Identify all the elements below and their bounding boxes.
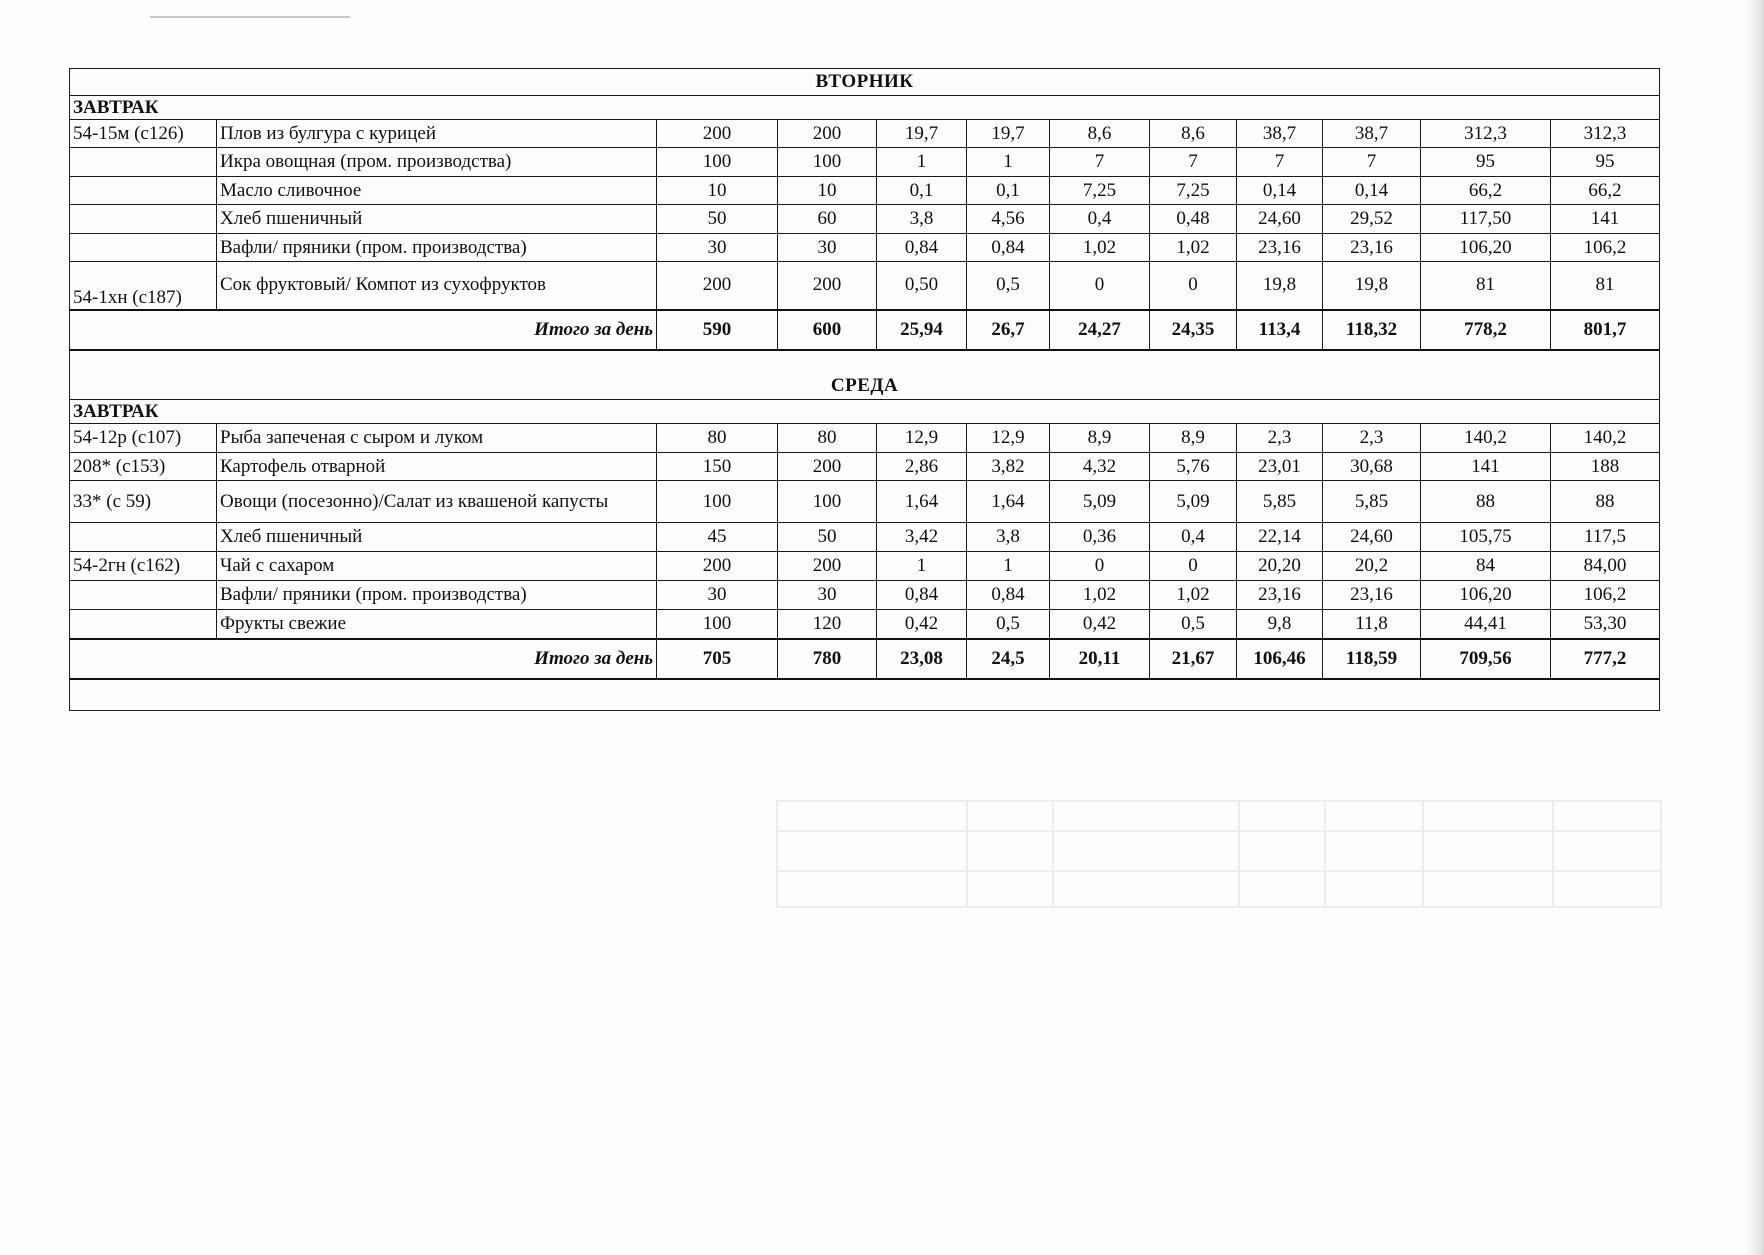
nutrition-value: 50 xyxy=(778,523,877,552)
recipe-code: 54-2гн (с162) xyxy=(70,552,217,581)
nutrition-value: 0,5 xyxy=(967,262,1050,310)
recipe-code: 54-15м (с126) xyxy=(70,120,217,148)
nutrition-value: 1 xyxy=(877,148,967,177)
nutrition-value: 30 xyxy=(657,581,778,610)
nutrition-value: 7 xyxy=(1150,148,1237,177)
dish-name: Вафли/ пряники (пром. производства) xyxy=(217,234,657,262)
total-value: 24,27 xyxy=(1050,310,1150,350)
nutrition-value: 60 xyxy=(778,205,877,234)
table-row xyxy=(70,523,1660,552)
nutrition-value: 2,86 xyxy=(877,453,967,481)
nutrition-value: 1,02 xyxy=(1150,581,1237,610)
nutrition-value: 30 xyxy=(778,581,877,610)
nutrition-value: 19,7 xyxy=(877,120,967,148)
nutrition-value: 106,20 xyxy=(1421,234,1551,262)
nutrition-value: 2,3 xyxy=(1323,424,1421,453)
table-row xyxy=(70,262,1660,310)
dish-name: Икра овощная (пром. производства) xyxy=(217,148,657,177)
meal-title: ЗАВТРАК xyxy=(70,400,1660,424)
total-value: 118,32 xyxy=(1323,310,1421,350)
table-row xyxy=(70,148,1660,177)
nutrition-value: 0,42 xyxy=(1050,610,1150,639)
nutrition-value: 84 xyxy=(1421,552,1551,581)
nutrition-value: 1 xyxy=(967,552,1050,581)
nutrition-value: 200 xyxy=(657,552,778,581)
nutrition-value: 19,7 xyxy=(967,120,1050,148)
nutrition-value: 3,8 xyxy=(877,205,967,234)
nutrition-value: 7 xyxy=(1237,148,1323,177)
table-row xyxy=(70,120,1660,148)
nutrition-value: 105,75 xyxy=(1421,523,1551,552)
nutrition-value: 0,84 xyxy=(967,234,1050,262)
nutrition-value: 0 xyxy=(1150,552,1237,581)
nutrition-value: 200 xyxy=(657,120,778,148)
nutrition-value: 23,16 xyxy=(1237,581,1323,610)
nutrition-value: 0,4 xyxy=(1050,205,1150,234)
table-row xyxy=(70,424,1660,453)
nutrition-value: 100 xyxy=(657,481,778,523)
nutrition-value: 3,8 xyxy=(967,523,1050,552)
nutrition-value: 8,9 xyxy=(1050,424,1150,453)
table-row xyxy=(70,481,1660,523)
recipe-code: 54-12р (с107) xyxy=(70,424,217,453)
nutrition-value: 0,48 xyxy=(1150,205,1237,234)
nutrition-value: 106,20 xyxy=(1421,581,1551,610)
nutrition-value: 88 xyxy=(1551,481,1660,523)
nutrition-value: 1,02 xyxy=(1150,234,1237,262)
nutrition-value: 8,9 xyxy=(1150,424,1237,453)
scan-page-edge xyxy=(1746,0,1764,1255)
table-row xyxy=(70,581,1660,610)
total-value: 780 xyxy=(778,639,877,679)
nutrition-value: 23,16 xyxy=(1323,234,1421,262)
total-value: 118,59 xyxy=(1323,639,1421,679)
nutrition-value: 44,41 xyxy=(1421,610,1551,639)
nutrition-value: 140,2 xyxy=(1551,424,1660,453)
nutrition-value: 0 xyxy=(1050,552,1150,581)
nutrition-value: 45 xyxy=(657,523,778,552)
nutrition-value: 0,1 xyxy=(877,177,967,205)
meal-header-row xyxy=(70,96,1660,120)
total-value: 24,35 xyxy=(1150,310,1237,350)
table-row xyxy=(70,177,1660,205)
nutrition-value: 0,14 xyxy=(1323,177,1421,205)
nutrition-value: 117,5 xyxy=(1551,523,1660,552)
nutrition-value: 200 xyxy=(778,120,877,148)
nutrition-value: 19,8 xyxy=(1323,262,1421,310)
dish-name: Сок фруктовый/ Компот из сухофруктов xyxy=(217,262,657,310)
nutrition-value: 0,1 xyxy=(967,177,1050,205)
dish-name: Картофель отварной xyxy=(217,453,657,481)
nutrition-value: 38,7 xyxy=(1323,120,1421,148)
nutrition-value: 12,9 xyxy=(877,424,967,453)
recipe-code xyxy=(70,234,217,262)
dish-name: Фрукты свежие xyxy=(217,610,657,639)
day-header-row xyxy=(70,69,1660,96)
total-value: 20,11 xyxy=(1050,639,1150,679)
nutrition-value: 38,7 xyxy=(1237,120,1323,148)
nutrition-value: 1,64 xyxy=(967,481,1050,523)
dish-name: Плов из булгура с курицей xyxy=(217,120,657,148)
nutrition-value: 84,00 xyxy=(1551,552,1660,581)
nutrition-value: 1,64 xyxy=(877,481,967,523)
nutrition-value: 200 xyxy=(778,552,877,581)
dish-name: Вафли/ пряники (пром. производства) xyxy=(217,581,657,610)
nutrition-value: 0,14 xyxy=(1237,177,1323,205)
total-value: 777,2 xyxy=(1551,639,1660,679)
nutrition-value: 20,2 xyxy=(1323,552,1421,581)
nutrition-value: 3,82 xyxy=(967,453,1050,481)
dish-name: Хлеб пшеничный xyxy=(217,205,657,234)
total-value: 21,67 xyxy=(1150,639,1237,679)
nutrition-value: 0 xyxy=(1050,262,1150,310)
nutrition-value: 4,56 xyxy=(967,205,1050,234)
nutrition-value: 200 xyxy=(657,262,778,310)
nutrition-value: 1,02 xyxy=(1050,581,1150,610)
nutrition-value: 200 xyxy=(778,453,877,481)
menu-table xyxy=(69,68,1660,711)
nutrition-value: 0,84 xyxy=(877,581,967,610)
total-value: 26,7 xyxy=(967,310,1050,350)
nutrition-value: 5,09 xyxy=(1150,481,1237,523)
nutrition-value: 30 xyxy=(657,234,778,262)
nutrition-value: 0,5 xyxy=(1150,610,1237,639)
nutrition-value: 50 xyxy=(657,205,778,234)
recipe-code xyxy=(70,610,217,639)
table-row xyxy=(70,453,1660,481)
nutrition-value: 24,60 xyxy=(1323,523,1421,552)
nutrition-value: 9,8 xyxy=(1237,610,1323,639)
day-title: СРЕДА xyxy=(70,350,1660,400)
total-row xyxy=(70,639,1660,679)
recipe-code xyxy=(70,148,217,177)
nutrition-value: 100 xyxy=(657,148,778,177)
nutrition-value: 312,3 xyxy=(1421,120,1551,148)
nutrition-value: 10 xyxy=(657,177,778,205)
nutrition-value: 22,14 xyxy=(1237,523,1323,552)
nutrition-value: 5,85 xyxy=(1323,481,1421,523)
recipe-code: 208* (с153) xyxy=(70,453,217,481)
nutrition-value: 19,8 xyxy=(1237,262,1323,310)
recipe-code: 54-1хн (с187) xyxy=(70,262,217,310)
menu-table-body xyxy=(70,69,1660,711)
meal-title: ЗАВТРАК xyxy=(70,96,1660,120)
nutrition-value: 200 xyxy=(778,262,877,310)
nutrition-value: 0,50 xyxy=(877,262,967,310)
nutrition-value: 0,4 xyxy=(1150,523,1237,552)
dish-name: Масло сливочное xyxy=(217,177,657,205)
nutrition-value: 1,02 xyxy=(1050,234,1150,262)
nutrition-value: 66,2 xyxy=(1421,177,1551,205)
nutrition-value: 106,2 xyxy=(1551,234,1660,262)
nutrition-value: 3,42 xyxy=(877,523,967,552)
total-value: 709,56 xyxy=(1421,639,1551,679)
nutrition-value: 5,85 xyxy=(1237,481,1323,523)
nutrition-value: 117,50 xyxy=(1421,205,1551,234)
nutrition-value: 312,3 xyxy=(1551,120,1660,148)
nutrition-value: 53,30 xyxy=(1551,610,1660,639)
total-row xyxy=(70,310,1660,350)
nutrition-value: 12,9 xyxy=(967,424,1050,453)
day-header-row xyxy=(70,350,1660,400)
total-value: 801,7 xyxy=(1551,310,1660,350)
nutrition-value: 100 xyxy=(657,610,778,639)
blank-footer-row xyxy=(70,679,1660,711)
nutrition-value: 188 xyxy=(1551,453,1660,481)
nutrition-value: 8,6 xyxy=(1050,120,1150,148)
dish-name: Рыба запеченая с сыром и луком xyxy=(217,424,657,453)
nutrition-value: 100 xyxy=(778,148,877,177)
dish-name: Чай с сахаром xyxy=(217,552,657,581)
nutrition-value: 8,6 xyxy=(1150,120,1237,148)
nutrition-value: 23,16 xyxy=(1237,234,1323,262)
nutrition-value: 150 xyxy=(657,453,778,481)
nutrition-value: 81 xyxy=(1421,262,1551,310)
nutrition-value: 120 xyxy=(778,610,877,639)
total-value: 600 xyxy=(778,310,877,350)
nutrition-value: 23,16 xyxy=(1323,581,1421,610)
nutrition-value: 0,84 xyxy=(877,234,967,262)
nutrition-value: 7,25 xyxy=(1050,177,1150,205)
total-value: 778,2 xyxy=(1421,310,1551,350)
nutrition-value: 140,2 xyxy=(1421,424,1551,453)
meal-header-row xyxy=(70,400,1660,424)
nutrition-value: 1 xyxy=(967,148,1050,177)
nutrition-value: 10 xyxy=(778,177,877,205)
nutrition-value: 66,2 xyxy=(1551,177,1660,205)
nutrition-value: 0,36 xyxy=(1050,523,1150,552)
nutrition-value: 7,25 xyxy=(1150,177,1237,205)
nutrition-value: 5,76 xyxy=(1150,453,1237,481)
nutrition-value: 0,5 xyxy=(967,610,1050,639)
nutrition-value: 23,01 xyxy=(1237,453,1323,481)
day-title: ВТОРНИК xyxy=(70,69,1660,96)
total-label: Итого за день xyxy=(70,310,657,350)
total-value: 25,94 xyxy=(877,310,967,350)
table-footer-blank xyxy=(70,679,1660,711)
nutrition-value: 24,60 xyxy=(1237,205,1323,234)
recipe-code xyxy=(70,581,217,610)
nutrition-value: 4,32 xyxy=(1050,453,1150,481)
nutrition-value: 95 xyxy=(1421,148,1551,177)
dish-name: Овощи (посезонно)/Салат из квашеной капусты xyxy=(217,481,657,523)
nutrition-value: 80 xyxy=(778,424,877,453)
nutrition-value: 30,68 xyxy=(1323,453,1421,481)
nutrition-value: 5,09 xyxy=(1050,481,1150,523)
table-row xyxy=(70,205,1660,234)
nutrition-value: 80 xyxy=(657,424,778,453)
total-value: 23,08 xyxy=(877,639,967,679)
scan-artifact-mark xyxy=(150,16,350,18)
scan-bleed-through xyxy=(776,800,1662,908)
nutrition-value: 0 xyxy=(1150,262,1237,310)
nutrition-value: 81 xyxy=(1551,262,1660,310)
total-value: 106,46 xyxy=(1237,639,1323,679)
table-row xyxy=(70,552,1660,581)
nutrition-value: 29,52 xyxy=(1323,205,1421,234)
total-value: 705 xyxy=(657,639,778,679)
nutrition-value: 30 xyxy=(778,234,877,262)
nutrition-value: 95 xyxy=(1551,148,1660,177)
total-value: 24,5 xyxy=(967,639,1050,679)
dish-name: Хлеб пшеничный xyxy=(217,523,657,552)
table-row xyxy=(70,610,1660,639)
recipe-code: 33* (с 59) xyxy=(70,481,217,523)
nutrition-value: 106,2 xyxy=(1551,581,1660,610)
total-value: 590 xyxy=(657,310,778,350)
nutrition-value: 1 xyxy=(877,552,967,581)
nutrition-value: 2,3 xyxy=(1237,424,1323,453)
nutrition-value: 7 xyxy=(1323,148,1421,177)
nutrition-value: 0,42 xyxy=(877,610,967,639)
recipe-code xyxy=(70,523,217,552)
table-row xyxy=(70,234,1660,262)
total-label: Итого за день xyxy=(70,639,657,679)
nutrition-value: 141 xyxy=(1551,205,1660,234)
total-value: 113,4 xyxy=(1237,310,1323,350)
nutrition-value: 88 xyxy=(1421,481,1551,523)
nutrition-value: 0,84 xyxy=(967,581,1050,610)
nutrition-value: 141 xyxy=(1421,453,1551,481)
nutrition-value: 20,20 xyxy=(1237,552,1323,581)
recipe-code xyxy=(70,177,217,205)
nutrition-value: 11,8 xyxy=(1323,610,1421,639)
nutrition-value: 7 xyxy=(1050,148,1150,177)
recipe-code xyxy=(70,205,217,234)
nutrition-value: 100 xyxy=(778,481,877,523)
